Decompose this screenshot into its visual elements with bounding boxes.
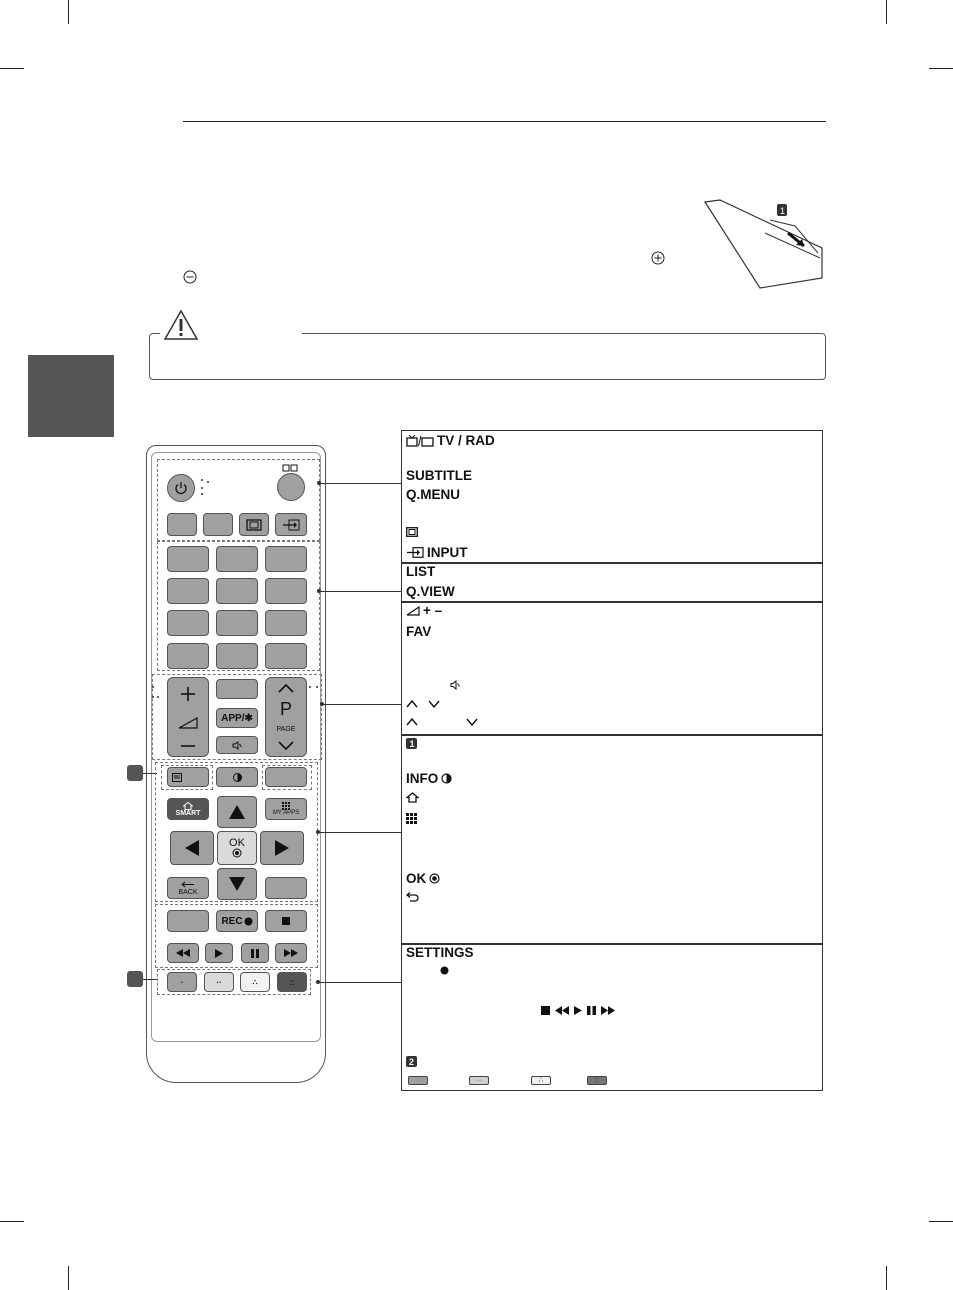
table-row: Q.VIEW — [406, 584, 455, 599]
leader-line — [320, 591, 401, 592]
callout-badge-2 — [127, 971, 143, 987]
button-description-table — [401, 430, 823, 1091]
stop-icon — [282, 917, 290, 925]
number-key[interactable] — [265, 610, 307, 636]
minus-circle-icon — [183, 270, 197, 284]
yellow-color-key[interactable]: ∴ — [240, 972, 270, 992]
yellow-color-key-icon: ∴ — [531, 1076, 551, 1085]
pause-icon — [251, 949, 259, 958]
number-key[interactable] — [265, 546, 307, 572]
mute-button[interactable] — [216, 736, 258, 754]
table-row: + – — [406, 603, 442, 618]
caution-box — [149, 333, 826, 380]
input-icon — [282, 519, 300, 531]
info-button[interactable] — [216, 767, 258, 787]
tv-rad-button[interactable] — [277, 473, 305, 501]
arrow-up-button[interactable] — [217, 796, 257, 828]
volume-icon — [406, 606, 420, 616]
leader-line — [318, 832, 401, 833]
rec-button[interactable]: REC — [216, 910, 258, 932]
svg-text:1: 1 — [409, 739, 415, 749]
volume-rocker[interactable] — [167, 677, 209, 757]
blue-color-key[interactable]: :: — [277, 972, 307, 992]
table-row — [406, 1056, 417, 1067]
mute-icon — [232, 741, 242, 750]
battery-cover-illustration — [700, 198, 828, 292]
callout-badge-1 — [127, 765, 143, 781]
green-color-key-icon: ·· — [469, 1076, 489, 1085]
header-rule — [183, 121, 826, 122]
ratio-icon — [406, 527, 418, 537]
ratio-icon — [246, 519, 262, 531]
plus-circle-icon — [651, 251, 665, 265]
number-key[interactable] — [167, 610, 209, 636]
my-apps-button[interactable]: MY APPS — [265, 798, 307, 820]
arrow-right-icon — [274, 839, 290, 857]
crop-mark — [0, 68, 24, 69]
page-rocker[interactable] — [265, 677, 307, 757]
tv-radio-icon — [406, 435, 434, 447]
leader-line — [320, 483, 401, 484]
list-button[interactable] — [167, 643, 209, 669]
apps-grid-icon — [406, 813, 417, 824]
badge-2-icon — [406, 1056, 417, 1067]
crop-mark — [68, 1266, 69, 1290]
crop-mark — [929, 68, 953, 69]
back-icon — [406, 891, 419, 902]
input-button[interactable] — [275, 513, 307, 536]
ratio-button[interactable] — [239, 513, 269, 536]
stop-icon — [541, 1006, 550, 1015]
rewind-icon — [176, 949, 190, 957]
fast-forward-icon — [601, 1006, 615, 1015]
tv-radio-icon — [282, 464, 298, 472]
fav-button[interactable] — [216, 679, 258, 699]
chevron-down-icon — [466, 718, 478, 726]
arrow-down-icon — [228, 876, 246, 892]
crop-mark — [68, 0, 69, 24]
table-row: SUBTITLE — [406, 468, 472, 483]
svg-text:2: 2 — [409, 1057, 415, 1067]
play-icon — [574, 1006, 582, 1015]
table-row — [406, 891, 419, 902]
table-row — [406, 700, 440, 708]
play-button[interactable] — [205, 943, 233, 963]
number-key[interactable] — [167, 546, 209, 572]
app-button[interactable]: APP/✱ — [216, 708, 258, 728]
live-tv-button[interactable] — [167, 910, 209, 932]
table-row — [406, 738, 417, 749]
power-button[interactable] — [167, 474, 195, 502]
ok-button[interactable]: OK — [217, 831, 257, 865]
volume-up-icon — [180, 686, 196, 702]
rewind-icon — [555, 1006, 569, 1015]
home-icon — [406, 792, 419, 803]
chevron-up-icon — [406, 718, 418, 726]
table-row: SETTINGS — [406, 945, 474, 960]
blue-color-key-icon: :: — [587, 1076, 607, 1085]
fast-forward-button[interactable] — [275, 943, 307, 963]
number-key[interactable] — [216, 610, 258, 636]
ok-icon — [232, 848, 242, 858]
settings-button[interactable] — [265, 767, 307, 787]
crop-mark — [886, 0, 887, 24]
volume-icon — [178, 717, 198, 729]
page-sub-label: PAGE — [276, 725, 296, 733]
number-key[interactable] — [216, 578, 258, 604]
red-color-key-icon: · — [408, 1076, 428, 1085]
power-icon — [174, 481, 188, 495]
table-row: INPUT — [406, 545, 468, 560]
page-label: P — [279, 699, 292, 720]
arrow-left-icon — [184, 839, 200, 857]
back-icon — [181, 881, 195, 889]
table-row — [406, 813, 417, 824]
fast-forward-icon — [284, 949, 298, 957]
subtitle-button[interactable] — [167, 513, 197, 536]
number-key[interactable] — [167, 578, 209, 604]
pause-icon — [587, 1006, 596, 1015]
arrow-right-button[interactable] — [260, 831, 304, 865]
record-icon — [440, 966, 449, 975]
chevron-down-icon — [278, 741, 294, 750]
arrow-left-button[interactable] — [170, 831, 214, 865]
back-button[interactable]: BACK — [167, 877, 209, 899]
teletext-icon — [172, 773, 182, 782]
mute-icon — [450, 680, 460, 690]
text-button[interactable] — [167, 767, 209, 787]
crop-mark — [929, 1221, 953, 1222]
table-row — [406, 792, 419, 803]
table-row: TV / RAD — [406, 433, 495, 448]
info-icon — [233, 773, 242, 782]
table-row: INFO — [406, 771, 452, 786]
volume-down-icon — [180, 744, 196, 748]
green-color-key[interactable]: ·· — [204, 972, 234, 992]
badge-1-icon — [406, 738, 417, 749]
exit-button[interactable] — [265, 877, 307, 899]
rewind-button[interactable] — [167, 943, 199, 963]
leader-line — [318, 982, 401, 983]
svg-text:1: 1 — [780, 206, 786, 216]
ok-icon — [429, 873, 440, 884]
stop-button[interactable] — [265, 910, 307, 932]
crop-mark — [886, 1266, 887, 1290]
number-key[interactable] — [216, 546, 258, 572]
smart-button[interactable]: SMART — [167, 798, 209, 820]
table-row — [406, 527, 418, 537]
chevron-up-icon — [406, 700, 418, 708]
table-row — [541, 1006, 615, 1015]
warning-icon — [163, 309, 199, 341]
table-row: OK — [406, 871, 440, 886]
chevron-down-icon — [428, 700, 440, 708]
table-row — [450, 680, 460, 690]
info-icon — [441, 773, 452, 784]
table-row — [440, 966, 449, 975]
arrow-up-icon — [228, 804, 246, 820]
input-icon — [406, 547, 424, 558]
table-row: FAV — [406, 624, 432, 639]
table-row: LIST — [406, 564, 436, 579]
crop-mark — [0, 1221, 24, 1222]
leader-line — [322, 704, 401, 705]
pause-button[interactable] — [241, 943, 269, 963]
chevron-up-icon — [278, 684, 294, 693]
number-key[interactable] — [265, 578, 307, 604]
red-color-key[interactable]: · — [167, 972, 197, 992]
table-row: Q.MENU — [406, 487, 460, 502]
chapter-tab — [28, 355, 114, 437]
qview-button[interactable] — [265, 643, 307, 669]
table-row — [406, 718, 478, 726]
play-icon — [215, 949, 223, 958]
qmenu-button[interactable] — [203, 513, 233, 536]
record-icon — [244, 917, 253, 926]
arrow-down-button[interactable] — [217, 868, 257, 900]
number-key[interactable] — [216, 643, 258, 669]
